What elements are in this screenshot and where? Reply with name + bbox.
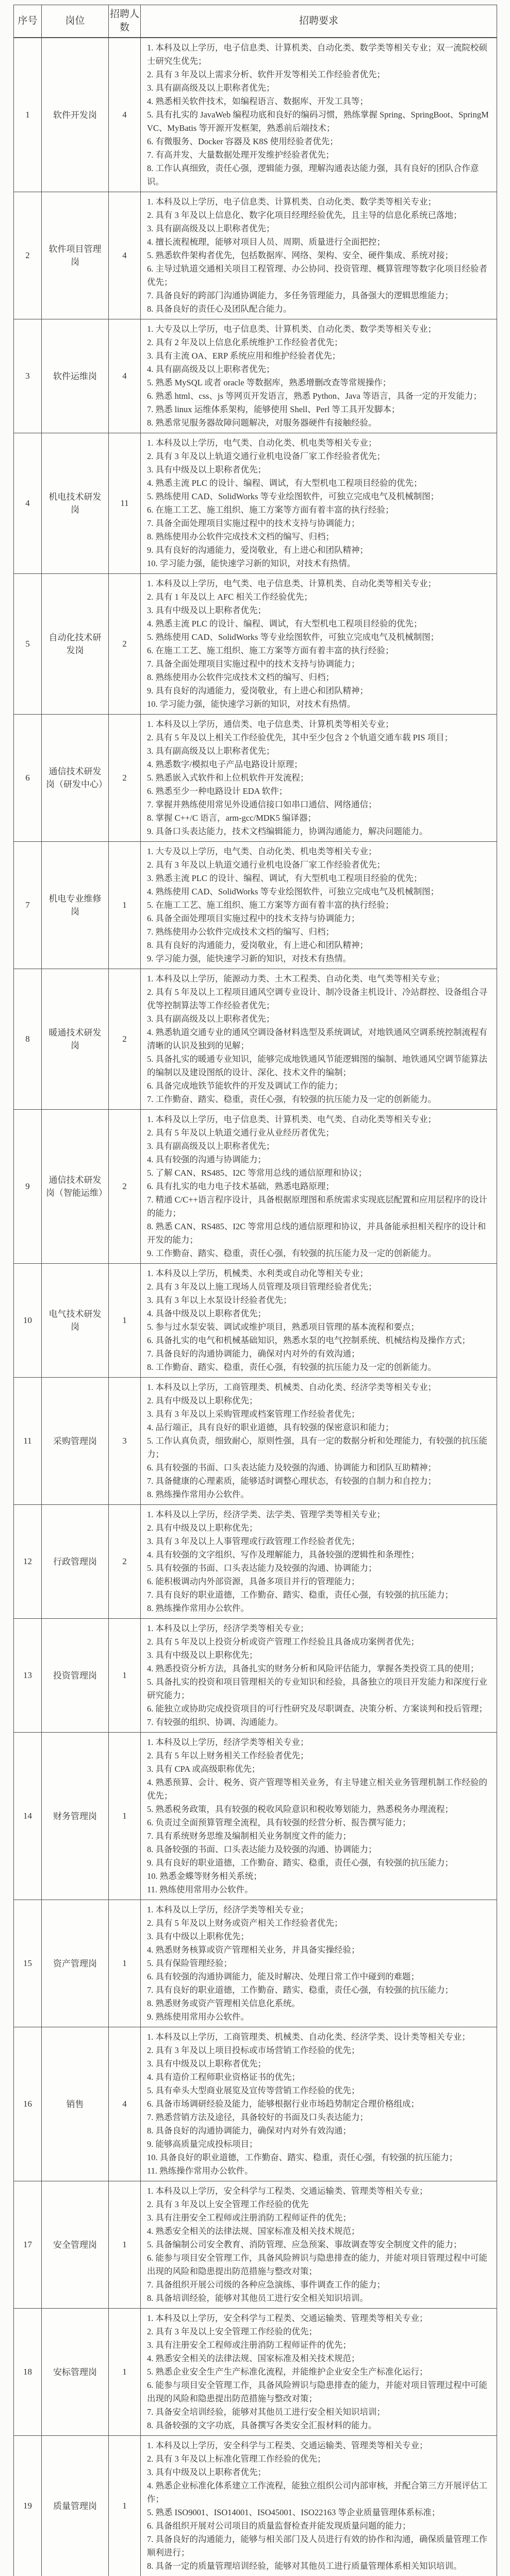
- requirement-item: 4. 熟悉企业标准化体系建立工作流程，能独立组织公司内部审核，并配合第三方开展评估工作；: [147, 2479, 492, 2506]
- requirement-item: 8. 熟悉财务或资产管理相关信息化系统。: [147, 1997, 492, 2010]
- count-cell: 1: [109, 2181, 141, 2309]
- requirement-item: 8. 熟练使用办公软件完成技术文档的编写、归档；: [147, 671, 492, 684]
- requirement-item: 3. 具有中级及以上职称者优先；: [147, 463, 492, 477]
- requirement-item: 2. 具有 3 年及以上轨道交通行业机电设备厂家工作经验者优先；: [147, 450, 492, 463]
- count-cell: 2: [109, 1110, 141, 1264]
- count-cell: 4: [109, 2027, 141, 2181]
- requirement-item: 3. 具有中级以上职称优先；: [147, 1930, 492, 1943]
- requirement-item: 8. 具备较强的文字功底，具备撰写各类安全汇报材料的能力。: [147, 2419, 492, 2432]
- serial-cell: 5: [14, 574, 42, 715]
- requirement-item: 2. 具有 3 年及以上安全管理工作经验的优先: [147, 2198, 492, 2211]
- requirement-item: 4. 熟悉安全相关的法律法规、国家标准及相关技术规范；: [147, 2225, 492, 2238]
- requirement-item: 7. 有高并发、大量数据处理开发维护经验者优先；: [147, 148, 492, 162]
- requirement-item: 8. 具备培训经验，能够对其他员工进行安全相关知识培训。: [147, 2292, 492, 2305]
- requirement-item: 7. 具备组织开展公司级的各种应急演练、事件调查工作的能力；: [147, 2278, 492, 2292]
- requirement-item: 2. 具有 3 年及以上轨道交通行业机电设备厂家工作经验者优先；: [147, 858, 492, 872]
- requirement-item: 3. 具有 3 年及以上采购管理或档案管理工作经验者优先；: [147, 1408, 492, 1421]
- requirements-cell: [141, 842, 497, 969]
- requirement-item: 5. 具备扎实的暖通专业知识，能够完成地铁通风节能逻辑图的编制、地铁通风空调节能算法的编制以及建设图纸的设计、深化、技术文件的编制；: [147, 1053, 492, 1079]
- position-cell: 机电专业维修岗: [42, 842, 109, 969]
- serial-cell: 2: [14, 192, 42, 319]
- requirement-item: 1. 本科及以上学历，电子信息类、计算机类、自动化类、数学类等相关专业；双一流院校硕士研究生优先；: [147, 41, 492, 68]
- serial-cell: 19: [14, 2436, 42, 2576]
- requirement-item: 7. 具备良好的沟通协调能力，确保对内对外的有效沟通；: [147, 1347, 492, 1361]
- requirement-item: 7. 掌握并熟练使用常见外设通信接口如串口通信、网络通信；: [147, 798, 492, 811]
- requirement-item: 3. 熟悉主流 PLC 的设计、编程、调试，有大型机电工程项目经验的优先；: [147, 872, 492, 885]
- requirement-item: 6. 有微服务、Docker 容器及 K8S 使用经验者优先；: [147, 135, 492, 148]
- table-row: [14, 1900, 497, 2027]
- table-row: [14, 192, 497, 319]
- requirement-item: 10. 熟悉金蝶等财务相关系统；: [147, 1870, 492, 1883]
- requirement-item: 6. 能参与项目安全管理工作，具备风险辨识与隐患排查的能力，并能对项目管理过程中可能出现的风险和隐患提出防范措施与整改对策；: [147, 2251, 492, 2278]
- requirements-cell: [141, 38, 497, 192]
- requirement-item: 5. 熟悉 ISO9001、ISO14001、ISO45001、ISO22163 等企业质量管理体系标准；: [147, 2506, 492, 2519]
- requirement-item: 5. 熟悉企业安全生产生产标准化流程，并能维护企业安全生产标准化运行；: [147, 2365, 492, 2379]
- requirement-item: 6. 熟悉至少一种电路设计 EDA 软件；: [147, 785, 492, 798]
- requirement-item: 4. 熟悉预算、会计、税务、资产管理等相关业务，有主导建立相关业务管理机制工作经验的优先；: [147, 1776, 492, 1803]
- requirement-item: 6. 在施工工艺、施工组织、施工方案等方面有着丰富的执行经验；: [147, 503, 492, 517]
- position-cell: 软件项目管理岗: [42, 192, 109, 319]
- requirement-item: 4. 熟悉数字/模拟电子产品电路设计原理；: [147, 758, 492, 771]
- table-row: [14, 2436, 497, 2576]
- requirement-item: 5. 具备编制公司安全教育、消防管理、应急预案、事故调查等安全制度文件的能力；: [147, 2238, 492, 2251]
- requirement-item: 3. 具有主流 OA、ERP 系统应用和维护经验者优先；: [147, 349, 492, 363]
- count-cell: 4: [109, 319, 141, 433]
- requirement-item: 1. 本科及以上学历，经济学类、法学类、管理学类等相关专业；: [147, 1508, 492, 1521]
- table-row: [14, 1110, 497, 1264]
- requirement-item: 4. 具备中级及以上职称者优先；: [147, 1307, 492, 1320]
- requirements-cell: [141, 2309, 497, 2436]
- requirement-item: 1. 本科及以上学历，电气类、电子信息类、计算机类、自动化类等相关专业；: [147, 577, 492, 590]
- column-header-count: 招聘人数: [109, 5, 141, 38]
- requirement-item: 11. 熟练操作常用办公软件。: [147, 2164, 492, 2178]
- requirement-item: 2. 具有 5 年及以上相关工作经验优先，其中至少包含 2 个轨道交通车载 PIS 项目；: [147, 731, 492, 744]
- requirement-item: 2. 具有 3 年及以上施工现场人员管理及项目管理经验者优先；: [147, 1280, 492, 1294]
- serial-cell: 6: [14, 715, 42, 842]
- position-cell: 销售: [42, 2027, 109, 2181]
- requirement-item: 7. 具备良好的沟通能力，能够与相关部门及人员进行有效的协作和沟通，确保质量管理工作顺利进行；: [147, 2533, 492, 2560]
- requirement-item: 1. 本科及以上学历，安全科学与工程类、交通运输类、管理类等相关专业；: [147, 2312, 492, 2325]
- table-row: [14, 2027, 497, 2181]
- requirement-item: 8. 工作认真细致，责任心强，逻辑能力强，理解沟通表达能力强，具有良好的团队合作意识。: [147, 162, 492, 189]
- requirement-item: 1. 本科及以上学历，电气类、自动化类、机电类等相关专业；: [147, 436, 492, 450]
- position-cell: 电气技术研发岗: [42, 1264, 109, 1378]
- requirement-item: 1. 本科及以上学历，能源动力类、土木工程类、自动化类、电气类等相关专业；: [147, 972, 492, 986]
- requirement-item: 1. 本科及以上学历，电子信息类、计算机类、自动化类、数学类等相关专业；: [147, 195, 492, 209]
- requirement-item: 7. 具备良好的跨部门沟通协调能力，多任务管理能力，具备强大的逻辑思维能力；: [147, 289, 492, 302]
- requirement-item: 4. 熟悉主流 PLC 的设计、编程、调试，有大型机电工程项目经验的优先；: [147, 617, 492, 631]
- requirement-item: 6. 具有扎实的电力电子技术基础，熟悉电路原理；: [147, 1180, 492, 1193]
- requirement-item: 3. 具有注册安全工程师或注册消防工程师证件的优先；: [147, 2211, 492, 2225]
- serial-cell: 11: [14, 1378, 42, 1505]
- requirement-item: 4. 擅长流程梳理，能够对项目人员、周期、质量进行全面把控；: [147, 235, 492, 249]
- serial-cell: 9: [14, 1110, 42, 1264]
- requirement-item: 2. 具有 3 年及以上需求分析、软件开发等相关工作经验者优先；: [147, 68, 492, 81]
- requirement-item: 5. 工作认真负责，细致耐心，原则性强，具有一定的数据分析和处理能力，有较强的抗压能力；: [147, 1434, 492, 1461]
- requirement-item: 1. 大专及以上学历，电气类、自动化类、机电类等相关专业；: [147, 845, 492, 858]
- requirement-item: 9. 学习能力强，能快速学习新的知识，对技术有热情。: [147, 952, 492, 965]
- column-header-serial: 序号: [14, 5, 42, 38]
- requirement-item: 6. 具备组织开展对公司项目的质量监督检查并能发现质量问题的能力；: [147, 2519, 492, 2533]
- requirement-item: 6. 能参与项目安全管理工作，具备风险辨识与隐患排查的能力，并能对项目管理过程中可能出现的风险和隐患提出防范措施与整改对策；: [147, 2379, 492, 2405]
- requirements-cell: [141, 1505, 497, 1619]
- requirements-cell: [141, 1733, 497, 1900]
- requirement-item: 3. 具有 3 年及以上人事管理或行政管理工作经验者优先；: [147, 1535, 492, 1548]
- requirement-item: 2. 具有 5 年及以上投资分析或资产管理工作经验且具备成功案例者优先；: [147, 1635, 492, 1649]
- count-cell: 2: [109, 969, 141, 1110]
- position-cell: 投资管理岗: [42, 1619, 109, 1733]
- position-cell: 机电技术研发岗: [42, 433, 109, 574]
- requirement-item: 10. 具备良好的职业道德，工作勤奋、踏实、稳重，责任心强，有较强的抗压能力；: [147, 2151, 492, 2164]
- requirement-item: 4. 具有较强的沟通与协调能力；: [147, 1153, 492, 1166]
- column-header-requirements: 招聘要求: [141, 5, 497, 38]
- requirement-item: 11. 熟练使用常用办公软件。: [147, 1883, 492, 1896]
- position-cell: 自动化技术研发岗: [42, 574, 109, 715]
- requirement-item: 1. 本科及以上学历，经济学类等相关专业；: [147, 1903, 492, 1917]
- position-cell: 安标管理岗: [42, 2309, 109, 2436]
- requirement-item: 1. 本科及以上学历，经济学类等相关专业；: [147, 1736, 492, 1749]
- requirement-item: 8. 熟练操作常用办公软件。: [147, 1488, 492, 1501]
- requirement-item: 3. 具有中级及以上职称优先；: [147, 1649, 492, 1662]
- requirements-cell: [141, 1378, 497, 1505]
- position-cell: 通信技术研发岗（研发中心）: [42, 715, 109, 842]
- requirement-item: 9. 具备口头表达能力，技术文档编辑能力，协调沟通能力，解决问题能力。: [147, 825, 492, 838]
- table-row: [14, 715, 497, 842]
- requirement-item: 2. 具有 5 年及以上轨道交通行业从业经历者优先；: [147, 1126, 492, 1140]
- requirement-item: 7. 具备全面处理项目实施过程中的技术支持与协调能力；: [147, 657, 492, 671]
- requirement-item: 7. 有较强的组织、协调、沟通能力。: [147, 1716, 492, 1729]
- requirement-item: 3. 具有副高级及以上职称者优先；: [147, 1012, 492, 1026]
- count-cell: 1: [109, 2436, 141, 2576]
- requirement-item: 8. 具备良好的责任心及团队配合能力。: [147, 302, 492, 316]
- count-cell: 1: [109, 842, 141, 969]
- position-cell: 资产管理岗: [42, 1900, 109, 2027]
- requirement-item: 7. 精通 C/C++语言程序设计，具备根据原理图和系统需求实现底层配置和应用层程序的设计的能力；: [147, 1193, 492, 1220]
- requirement-item: 5. 熟悉软件架构者优先，包括数据库、网络、架构、安全、硬件集成、系统对接；: [147, 249, 492, 262]
- position-cell: 软件开发岗: [42, 38, 109, 192]
- requirement-item: 2. 具有 3 年及以上信息化、数字化项目经理经验优先，且主导的信息化系统已落地；: [147, 209, 492, 222]
- requirement-item: 7. 工作勤奋、踏实、稳重，责任心强，有较强的抗压能力及一定的创新能力。: [147, 1093, 492, 1106]
- requirement-item: 7. 具有系统财务思维及编制相关业务制度文件的能力；: [147, 1829, 492, 1843]
- requirement-item: 8. 熟练使用办公软件完成技术文档的编写、归档；: [147, 530, 492, 544]
- requirement-item: 6. 具备全面处理项目实施过程中的技术支持与协调能力；: [147, 912, 492, 925]
- requirement-item: 6. 负责过全面预算管理全流程，具有较强的经营分析、报告撰写能力；: [147, 1816, 492, 1829]
- requirement-item: 4. 熟练使用 CAD、SolidWorks 等专业绘图软件，可独立完成电气及机械制图；: [147, 885, 492, 899]
- requirement-item: 5. 具有较强的书面、口头表达能力及较强的沟通、协调能力；: [147, 1562, 492, 1575]
- requirement-item: 1. 本科及以上学历，工商管理类、机械类、自动化类、经济学类、设计类等相关专业；: [147, 2030, 492, 2044]
- position-cell: 通信技术研发岗（智能运维）: [42, 1110, 109, 1264]
- requirement-item: 3. 具有副高级及以上职称者优先；: [147, 1140, 492, 1153]
- requirements-cell: [141, 1264, 497, 1378]
- position-cell: 质量管理岗: [42, 2436, 109, 2576]
- requirement-item: 2. 具有 3 年及以上标准化管理工作经验的优先；: [147, 2452, 492, 2466]
- requirement-item: 8. 具备一定的质量管理培训经验，能够对其他员工进行质量管理体系相关知识培训。: [147, 2560, 492, 2573]
- requirements-cell: [141, 319, 497, 433]
- requirement-item: 3. 具有副高级及以上职称者优先；: [147, 744, 492, 758]
- requirement-item: 3. 具有中级及以上职称者优先；: [147, 2057, 492, 2071]
- requirement-item: 5. 具备扎实的投资和项目管理相关的专业知识和经验，具备独立的项目开发能力和深度行业研究能力；: [147, 1675, 492, 1702]
- serial-cell: 4: [14, 433, 42, 574]
- requirement-item: 8. 熟悉常见服务器故障问题解决，对服务器硬件有接触经验。: [147, 416, 492, 430]
- count-cell: 1: [109, 1264, 141, 1378]
- serial-cell: 10: [14, 1264, 42, 1378]
- requirement-item: 6. 熟悉 html、css、js 等网页开发语言，熟悉 Python、Java 等语言，具备一定的开发能力；: [147, 389, 492, 403]
- serial-cell: 14: [14, 1733, 42, 1900]
- serial-cell: 7: [14, 842, 42, 969]
- requirements-cell: [141, 433, 497, 574]
- requirements-cell: [141, 969, 497, 1110]
- requirements-cell: [141, 2181, 497, 2309]
- requirement-item: 8. 熟练操作常用办公软件。: [147, 1602, 492, 1615]
- position-cell: 暖通技术研发岗: [42, 969, 109, 1110]
- requirement-item: 10. 学习能力强，能快速学习新的知识，对技术有热情。: [147, 698, 492, 711]
- requirement-item: 1. 本科及以上学历，安全科学与工程类、交通运输类、管理类等相关专业；: [147, 2439, 492, 2452]
- requirement-item: 6. 具有较强的书面、口头表达能力及较强的沟通、协调能力和团队互助精神；: [147, 1461, 492, 1475]
- requirement-item: 5. 具有牵头大型商业展览及宣传等营销工作经验的优先；: [147, 2084, 492, 2097]
- requirement-item: 3. 具有副高级及以上职称者优先；: [147, 81, 492, 95]
- requirements-cell: [141, 1110, 497, 1264]
- requirements-cell: [141, 1900, 497, 2027]
- serial-cell: 15: [14, 1900, 42, 2027]
- requirement-item: 1. 本科及以上学历，安全科学与工程类、交通运输类、管理类等相关专业；: [147, 2184, 492, 2198]
- table-row: [14, 433, 497, 574]
- requirement-item: 5. 熟悉税务政策，具有较强的税收风险意识和税收筹划能力，熟悉税务办理流程；: [147, 1803, 492, 1816]
- requirement-item: 1. 本科及以上学历，电子信息类、计算机类、电气类、自动化类等相关专业；: [147, 1113, 492, 1126]
- count-cell: 1: [109, 2309, 141, 2436]
- requirement-item: 4. 熟悉投资分析方法，具备扎实的财务分析和风险评估能力，掌握各类投资工具的使用；: [147, 1662, 492, 1675]
- serial-cell: 3: [14, 319, 42, 433]
- requirement-item: 5. 熟悉嵌入式软件和上位机软件开发流程；: [147, 771, 492, 785]
- position-cell: 行政管理岗: [42, 1505, 109, 1619]
- requirement-item: 2. 具有 1 年及以上 AFC 相关工作经验优先；: [147, 590, 492, 604]
- position-cell: 采购管理岗: [42, 1378, 109, 1505]
- requirement-item: 5. 熟练使用 CAD、SolidWorks 等专业绘图软件，可独立完成电气及机械制图；: [147, 490, 492, 503]
- requirement-item: 6. 主导过轨道交通相关项目工程管理、办公协同、投资管理、概算管理等数字化项目经验者优先；: [147, 262, 492, 289]
- requirement-item: 5. 熟悉 MySQL 或者 oracle 等数据库，熟悉增删改查等常规操作；: [147, 376, 492, 389]
- table-row: [14, 319, 497, 433]
- requirements-cell: [141, 715, 497, 842]
- count-cell: 4: [109, 192, 141, 319]
- count-cell: 2: [109, 574, 141, 715]
- requirement-item: 7. 熟悉 linux 运维体系架构，能够使用 Shell、Perl 等工具开发脚本；: [147, 403, 492, 416]
- table-row: [14, 1264, 497, 1378]
- requirement-item: 8. 具备良好的沟通协调能力，确保对内对外有效沟通；: [147, 2124, 492, 2138]
- requirement-item: 4. 熟悉轨道交通专业的通风空调设备材料选型及系统调试，对地铁通风空调系统控制流程有清晰的认识及独到的见解；: [147, 1026, 492, 1053]
- count-cell: 2: [109, 715, 141, 842]
- requirement-item: 4. 熟悉安全相关的法律法规、国家标准及相关技术规范；: [147, 2352, 492, 2365]
- position-cell: 软件运维岗: [42, 319, 109, 433]
- requirement-item: 2. 具有中级及以上职称优先；: [147, 1394, 492, 1408]
- requirement-item: 7. 具备全面处理项目实施过程中的技术支持与协调能力；: [147, 517, 492, 530]
- requirement-item: 9. 能够高质量完成投标项目；: [147, 2138, 492, 2151]
- requirement-item: 1. 本科及以上学历，通信类、电子信息类、计算机类等相关专业；: [147, 718, 492, 731]
- requirement-item: 6. 具备市场调研经验及能力，能够根据行业市场趋势制定合理价格组成；: [147, 2097, 492, 2111]
- requirement-item: 3. 具有中级及以上职称者优先；: [147, 604, 492, 617]
- requirement-item: 7. 熟悉营销方法及途径，具备较好的书面及口头表达能力；: [147, 2111, 492, 2124]
- requirement-item: 10. 学习能力强，能快速学习新的知识，对技术有热情。: [147, 557, 492, 570]
- requirement-item: 2. 具有 3 年及以上安全管理工作经验的优先；: [147, 2325, 492, 2338]
- requirements-cell: [141, 1619, 497, 1733]
- column-header-position: 岗位: [42, 5, 109, 38]
- requirement-item: 5. 在施工工艺、施工组织、施工方案等方面有着丰富的执行经验；: [147, 899, 492, 912]
- requirement-item: 3. 具有注册安全工程师或注册消防工程师证件的优先；: [147, 2338, 492, 2352]
- requirement-item: 4. 具有造价工程师职业资格证书的优先；: [147, 2071, 492, 2084]
- table-row: [14, 1378, 497, 1505]
- serial-cell: 13: [14, 1619, 42, 1733]
- requirement-item: 5. 熟练使用 CAD、SolidWorks 等专业绘图软件，可独立完成电气及机械制图；: [147, 631, 492, 644]
- requirement-item: 1. 本科及以上学历，机械类、水利类或自动化等相关专业；: [147, 1267, 492, 1280]
- requirement-item: 9. 熟练使用常用办公软件。: [147, 2010, 492, 2024]
- table-row: [14, 2309, 497, 2436]
- serial-cell: 17: [14, 2181, 42, 2309]
- requirement-item: 3. 具有中级及以上职称者优先；: [147, 2466, 492, 2479]
- requirements-cell: [141, 192, 497, 319]
- requirements-cell: [141, 2436, 497, 2576]
- position-cell: 安全管理岗: [42, 2181, 109, 2309]
- requirement-item: 7. 具有良好的职业道德，工作勤奋、踏实、稳重，责任心强，有较强的抗压能力；: [147, 1588, 492, 1602]
- count-cell: 1: [109, 1619, 141, 1733]
- serial-cell: 1: [14, 38, 42, 192]
- table-row: [14, 38, 497, 192]
- count-cell: 2: [109, 1505, 141, 1619]
- requirement-item: 4. 具有副高级及以上职称者优先；: [147, 363, 492, 376]
- requirement-item: 7. 熟练使用办公软件完成技术文档的编写、归档；: [147, 925, 492, 939]
- table-row: [14, 1505, 497, 1619]
- serial-cell: 18: [14, 2309, 42, 2436]
- requirement-item: 5. 了解 CAN、RS485、I2C 等常用总线的通信原理和协议；: [147, 1166, 492, 1180]
- table-row: [14, 2181, 497, 2309]
- requirement-item: 6. 在施工工艺、施工组织、施工方案等方面有着丰富的执行经验；: [147, 644, 492, 657]
- requirement-item: 8. 工作勤奋、踏实、稳重，责任心强，有较强的抗压能力及一定的创新能力。: [147, 1361, 492, 1374]
- requirement-item: 2. 具有 2 年及以上信息化系统维护工作经验者优先；: [147, 336, 492, 349]
- serial-cell: 16: [14, 2027, 42, 2181]
- serial-cell: 12: [14, 1505, 42, 1619]
- recruitment-table: [13, 5, 497, 2576]
- requirement-item: 3. 具有 CPA 或高级职称优先；: [147, 1762, 492, 1776]
- requirement-item: 8. 具有良好的沟通能力，爱岗敬业，有上进心和团队精神；: [147, 939, 492, 952]
- requirement-item: 5. 参与过水泵安装、调试或维护项目，熟悉项目管理的基本流程和要点；: [147, 1320, 492, 1334]
- requirement-item: 5. 具有扎实的 JavaWeb 编程功底和良好的编码习惯，熟练掌握 Spring、SpringBoot、SpringMVC、MyBatis 等开源开发框架，熟悉前后端技术；: [147, 108, 492, 135]
- serial-cell: 8: [14, 969, 42, 1110]
- requirement-item: 1. 本科及以上学历，工商管理类、机械类、自动化类、经济学类等相关专业；: [147, 1381, 492, 1394]
- table-row: [14, 574, 497, 715]
- requirement-item: 9. 具有良好的沟通能力，爱岗敬业，有上进心和团队精神；: [147, 544, 492, 557]
- requirement-item: 2. 具有中级及以上职称优先；: [147, 1521, 492, 1535]
- requirement-item: 5. 具有保险管理经验；: [147, 1957, 492, 1970]
- requirement-item: 2. 具有 5 年及以上财务或资产相关工作经验者优先；: [147, 1917, 492, 1930]
- table-row: [14, 1733, 497, 1900]
- count-cell: 4: [109, 38, 141, 192]
- requirement-item: 6. 能独立或协助完成投资项目的可行性研究及尽职调查、决策分析、方案谈判和投后管理；: [147, 1702, 492, 1716]
- requirement-item: 4. 品行端正，具有良好的职业道德，具有较强的保密意识和能力；: [147, 1421, 492, 1434]
- requirement-item: 3. 具有副高级及以上职称者优先；: [147, 222, 492, 235]
- requirement-item: 2. 具有 5 年及以上工程项目通风空调专业设计、制冷设备主机设计、冷站群控、设备组合寻优等控制算法等工作经验者优先；: [147, 986, 492, 1012]
- requirement-item: 2. 具有 3 年及以上项目投标或市场营销工作经验的优先；: [147, 2044, 492, 2057]
- requirement-item: 4. 熟悉主流 PLC 的设计、编程、调试，有大型机电工程项目经验的优先；: [147, 477, 492, 490]
- requirement-item: 4. 具有较强的文字组织、写作及理解能力，具备较强的逻辑性和条理性；: [147, 1548, 492, 1562]
- count-cell: 11: [109, 433, 141, 574]
- requirement-item: 1. 本科及以上学历，经济学类等相关专业；: [147, 1622, 492, 1635]
- requirement-item: 7. 具有良好的职业道德，工作勤奋、踏实、稳重，责任心强，有较强的抗压能力；: [147, 1984, 492, 1997]
- table-row: [14, 969, 497, 1110]
- requirements-cell: [141, 2027, 497, 2181]
- requirement-item: 6. 具有较强的沟通协调能力，能及时解决、处理日常工作中碰到的难题；: [147, 1970, 492, 1984]
- requirement-item: 7. 具备安全培训经验，能够对其他员工进行安全相关知识培训；: [147, 2405, 492, 2419]
- count-cell: 3: [109, 1378, 141, 1505]
- requirement-item: 1. 大专及以上学历，电子信息类、计算机类、自动化类、数学类等相关专业；: [147, 323, 492, 336]
- count-cell: 1: [109, 1900, 141, 2027]
- requirement-item: 3. 具有 3 年以上水泵设计经验者优先；: [147, 1294, 492, 1307]
- requirement-item: 6. 具备扎实的电气和机械基础知识，熟悉水泵的电气控制系统、机械结构及操作方式；: [147, 1334, 492, 1347]
- requirement-item: 4. 熟悉财务核算或资产管理相关业务，并具备实操经验；: [147, 1943, 492, 1957]
- requirement-item: 2. 具有 5 年以上财务相关工作经验者优先；: [147, 1749, 492, 1762]
- requirement-item: 8. 熟悉 CAN、RS485、I2C 等常用总线的通信原理和协议，并具备能承担相关程序的设计和开发的能力；: [147, 1220, 492, 1247]
- table-row: [14, 1619, 497, 1733]
- requirement-item: 6. 具备完成地铁节能软件的开发及调试工作的能力；: [147, 1079, 492, 1093]
- requirement-item: 9. 具有良好的沟通能力，爱岗敬业，有上进心和团队精神；: [147, 684, 492, 698]
- requirements-cell: [141, 574, 497, 715]
- count-cell: 1: [109, 1733, 141, 1900]
- requirement-item: 7. 具备健康的心理素质，能够适时调整心理状态，有较强的自制力和自控力；: [147, 1475, 492, 1488]
- requirement-item: 8. 具备较强的书面、口头表达能力及较强的沟通、协调能力；: [147, 1843, 492, 1856]
- table-header-row: [14, 5, 497, 38]
- requirement-item: 9. 具有良好的职业道德，工作勤奋、踏实、稳重，责任心强，有较强的抗压能力；: [147, 1856, 492, 1870]
- requirement-item: 6. 能积极调动内外部资源，具备多项目并行的管理能力；: [147, 1575, 492, 1588]
- requirement-item: 9. 工作勤奋、踏实、稳重，责任心强，有较强的抗压能力及一定的创新能力。: [147, 1247, 492, 1260]
- requirement-item: 8. 掌握 C++/C 语言，arm-gcc/MDK5 编译器；: [147, 811, 492, 825]
- table-row: [14, 842, 497, 969]
- position-cell: 财务管理岗: [42, 1733, 109, 1900]
- requirement-item: 4. 熟悉相关软件技术，如编程语言、数据库、开发工具等；: [147, 95, 492, 108]
